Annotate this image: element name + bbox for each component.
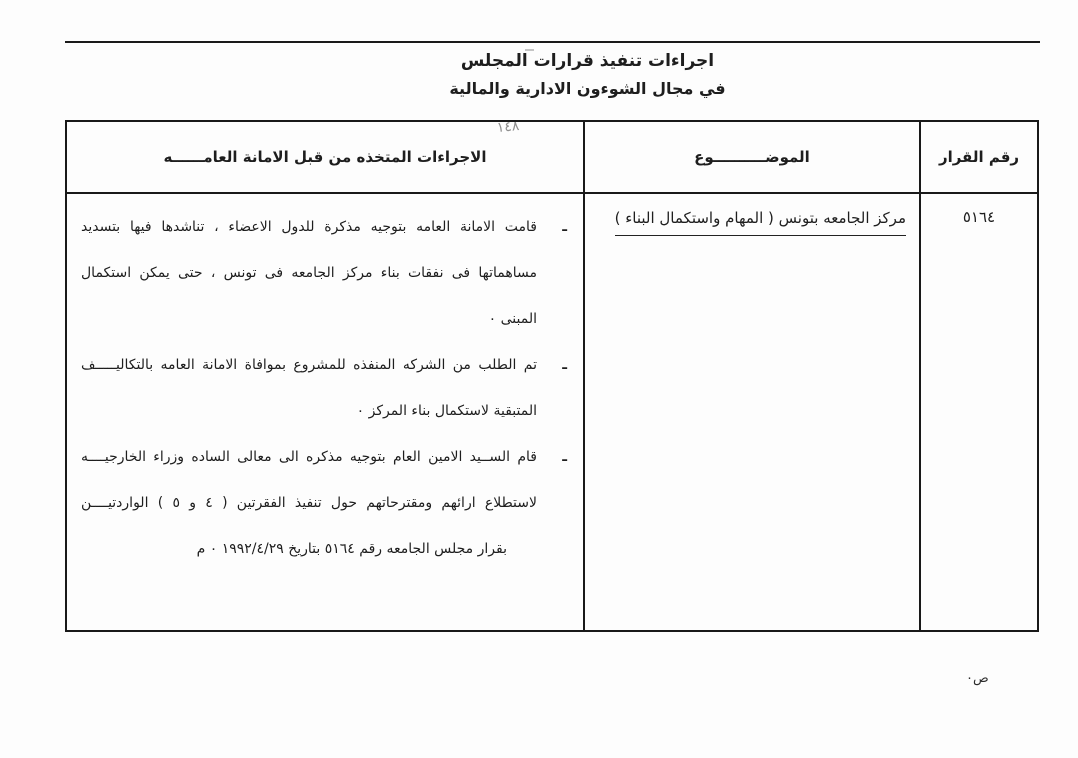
- column-procedures: [67, 122, 583, 630]
- decisions-table: [65, 120, 1039, 632]
- header-subject: الموضــــــــــوع: [585, 122, 919, 194]
- cell-decision-number: ٥١٦٤: [962, 208, 996, 226]
- column-subject: [583, 122, 919, 630]
- bullet-dash: ـ: [562, 219, 567, 235]
- procedure-line: [81, 296, 571, 342]
- top-horizontal-rule: [65, 41, 1040, 43]
- procedure-line: [81, 480, 571, 526]
- procedure-line: [81, 434, 571, 480]
- page-subtitle: في مجال الشوءون الادارية والمالية: [449, 79, 726, 98]
- procedure-line: [81, 388, 571, 434]
- procedure-text: تم الطلب من الشركه المنفذه للمشروع بموافاة الامانة العامه بالتكاليـــــف: [81, 357, 537, 373]
- procedure-text: بقرار مجلس الجامعه رقم ٥١٦٤ بتاريخ ١٩٩٢/٤/٢٩ ٠ م: [196, 541, 507, 557]
- procedure-line: [81, 526, 571, 572]
- procedure-line: [81, 204, 571, 250]
- procedure-text: المبنى ٠: [488, 311, 537, 327]
- page-title: اجراءات تنفيذ قرارات المجلس: [460, 51, 715, 71]
- procedure-text: قامت الامانة العامه بتوجيه مذكرة للدول الاعضاء ، تناشدها فيها بتسديد: [81, 219, 537, 235]
- procedure-text: لاستطلاع ارائهم ومقترحاتهم حول تنفيذ الفقرتين ( ٤ و ٥ ) الواردتيــــن: [81, 495, 537, 511]
- handwritten-page-number: ١٤٨: [496, 118, 520, 136]
- bullet-dash: ـ: [562, 357, 567, 373]
- procedure-text: قام الســيد الامين العام بتوجيه مذكره الى معالى الساده وزراء الخارجيــــه: [81, 449, 537, 465]
- column-decision-number: [919, 122, 1037, 630]
- subject-underlined-text: مركز الجامعه بتونس ( المهام واستكمال البناء ): [615, 209, 906, 236]
- header-procedures: الاجراءات المتخذه من قبل الامانة العامــــــه: [67, 122, 583, 194]
- procedure-text: المتبقية لاستكمال بناء المركز ٠: [356, 403, 537, 419]
- footer-page-mark: ص٠: [966, 671, 989, 686]
- document-header: [100, 51, 1075, 98]
- header-decision-number: رقم القرار: [921, 122, 1037, 194]
- cell-procedures: [67, 194, 583, 572]
- bullet-dash: ـ: [562, 449, 567, 465]
- procedure-text: مساهماتها فى نفقات بناء مركز الجامعه فى تونس ، حتى يمكن استكمال: [81, 265, 537, 281]
- cell-subject: [585, 194, 919, 236]
- procedure-line: [81, 342, 571, 388]
- procedure-line: [81, 250, 571, 296]
